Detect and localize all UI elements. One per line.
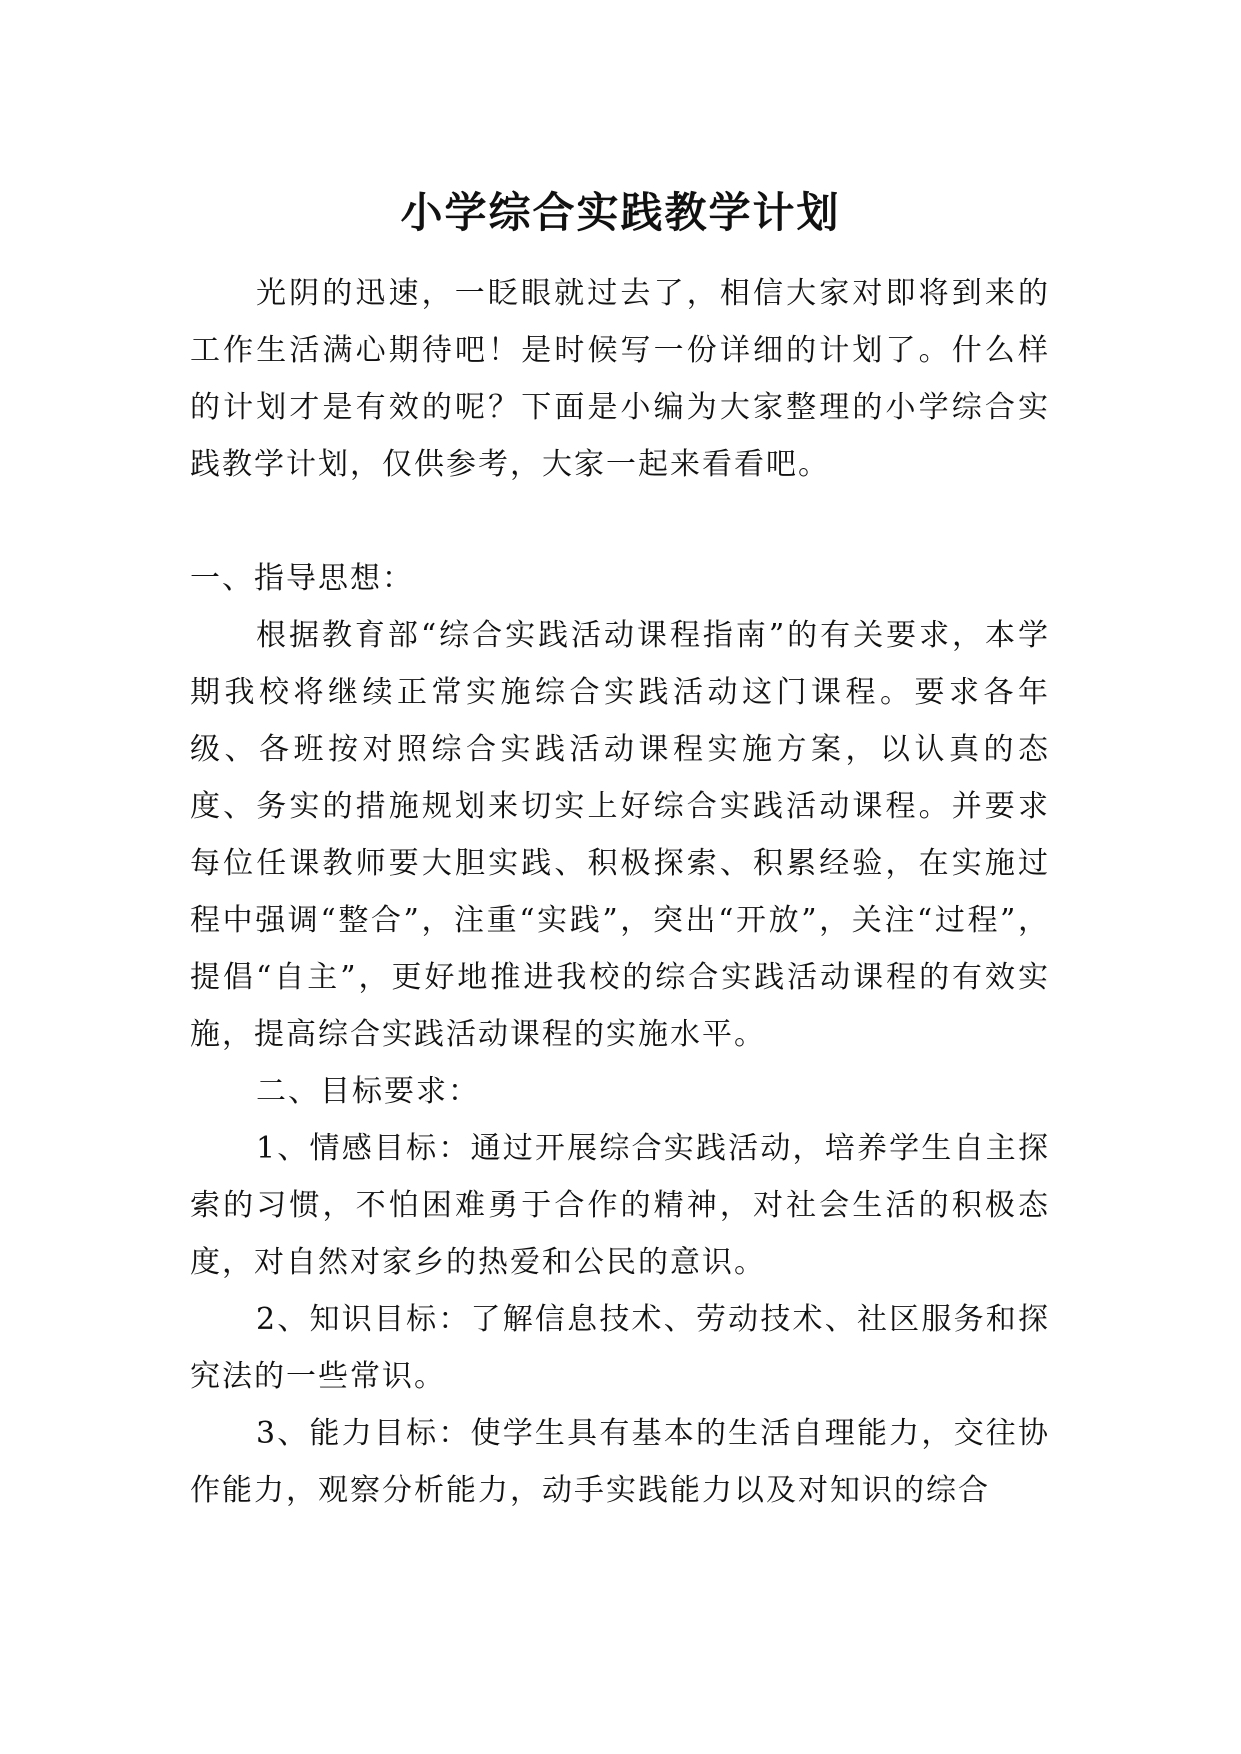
document-title: 小学综合实践教学计划	[400, 188, 841, 238]
goal-ability: 3、能力目标：使学生具有基本的生活自理能力，交往协作能力，观察分析能力，动手实践能力以及对知识的综合	[190, 1416, 1050, 1508]
section-heading-guiding-ideology: 一、指导思想：	[190, 561, 414, 596]
document-body	[190, 265, 1050, 1519]
goal-knowledge: 2、知识目标：了解信息技术、劳动技术、社区服务和探究法的一些常识。	[190, 1302, 1050, 1394]
intro-paragraph: 光阴的迅速，一眨眼就过去了，相信大家对即将到来的工作生活满心期待吧！是时候写一份详细的计划了。什么样的计划才是有效的呢？下面是小编为大家整理的小学综合实践教学计划，仅供参考，大家一起来看看吧。	[190, 276, 1050, 482]
goal-emotional: 1、情感目标：通过开展综合实践活动，培养学生自主探索的习惯，不怕困难勇于合作的精神，对社会生活的积极态度，对自然对家乡的热爱和公民的意识。	[190, 1131, 1050, 1280]
section-body-guiding-ideology: 根据教育部“综合实践活动课程指南”的有关要求，本学期我校将继续正常实施综合实践活动这门课程。要求各年级、各班按对照综合实践活动课程实施方案，以认真的态度、务实的措施规划来切实上好综合实践活动课程。并要求每位任课教师要大胆实践、积极探索、积累经验，在实施过程中强调“整合”，注重“实践”，突出“开放”，关注“过程”，提倡“自主”，更好地推进我校的综合实践活动课程的有效实施，提高综合实践活动课程的实施水平。	[190, 618, 1050, 1052]
section-heading-goals: 二、目标要求：	[256, 1074, 480, 1109]
paragraph-gap	[190, 493, 1050, 550]
